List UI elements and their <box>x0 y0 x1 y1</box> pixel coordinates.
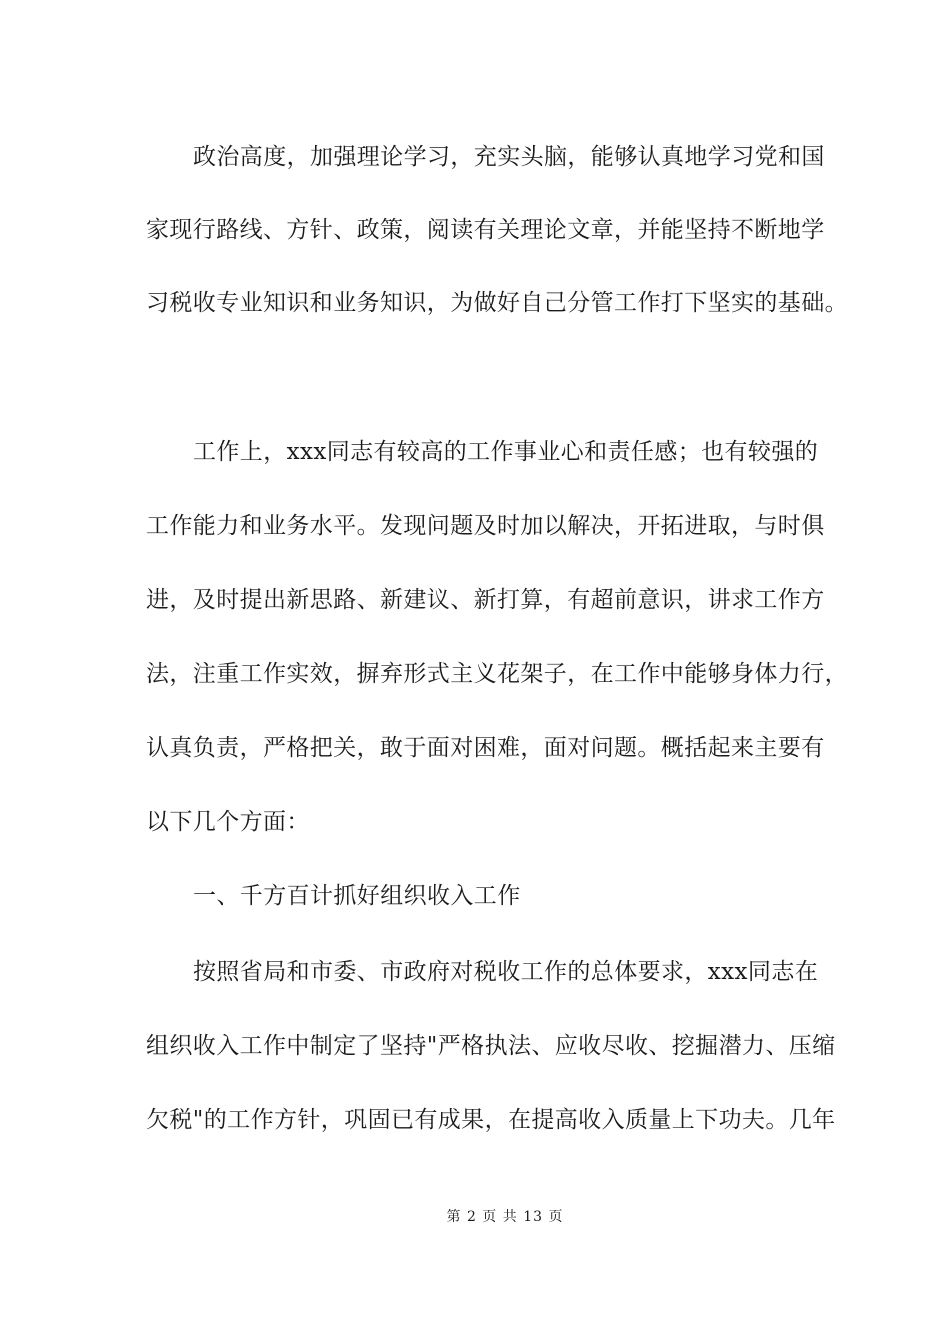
paragraph-2-line-1: 工作上，xxx同志有较高的工作事业心和责任感；也有较强的 <box>193 439 819 465</box>
paragraph-1-line-2: 家现行路线、方针、政策，阅读有关理论文章，并能坚持不断地学 <box>146 217 825 243</box>
paragraph-3-line-2: 组织收入工作中制定了坚持"严格执法、应收尽收、挖掘潜力、压缩 <box>146 1033 836 1059</box>
paragraph-2-line-5: 认真负责，严格把关，敢于面对困难，面对问题。概括起来主要有 <box>146 735 825 761</box>
paragraph-2-line-3: 进，及时提出新思路、新建议、新打算，有超前意识，讲求工作方 <box>146 587 825 613</box>
paragraph-2-line-4: 法，注重工作实效，摒弃形式主义花架子，在工作中能够身体力行， <box>146 661 848 687</box>
section-heading-1: 一、千方百计抓好组织收入工作 <box>193 883 521 909</box>
paragraph-2-line-2: 工作能力和业务水平。发现问题及时加以解决，开拓进取，与时俱 <box>146 513 825 539</box>
paragraph-3-line-1: 按照省局和市委、市政府对税收工作的总体要求，xxx同志在 <box>193 959 819 985</box>
paragraph-1-line-1: 政治高度，加强理论学习，充实头脑，能够认真地学习党和国 <box>193 144 825 170</box>
page-number-footer: 第 2 页 共 13 页 <box>446 1209 564 1225</box>
paragraph-1-line-3: 习税收专业知识和业务知识，为做好自己分管工作打下坚实的基础。 <box>146 290 848 316</box>
paragraph-2-line-6: 以下几个方面： <box>146 809 310 835</box>
paragraph-3-line-3: 欠税"的工作方针，巩固已有成果，在提高收入质量上下功夫。几年 <box>146 1107 836 1133</box>
